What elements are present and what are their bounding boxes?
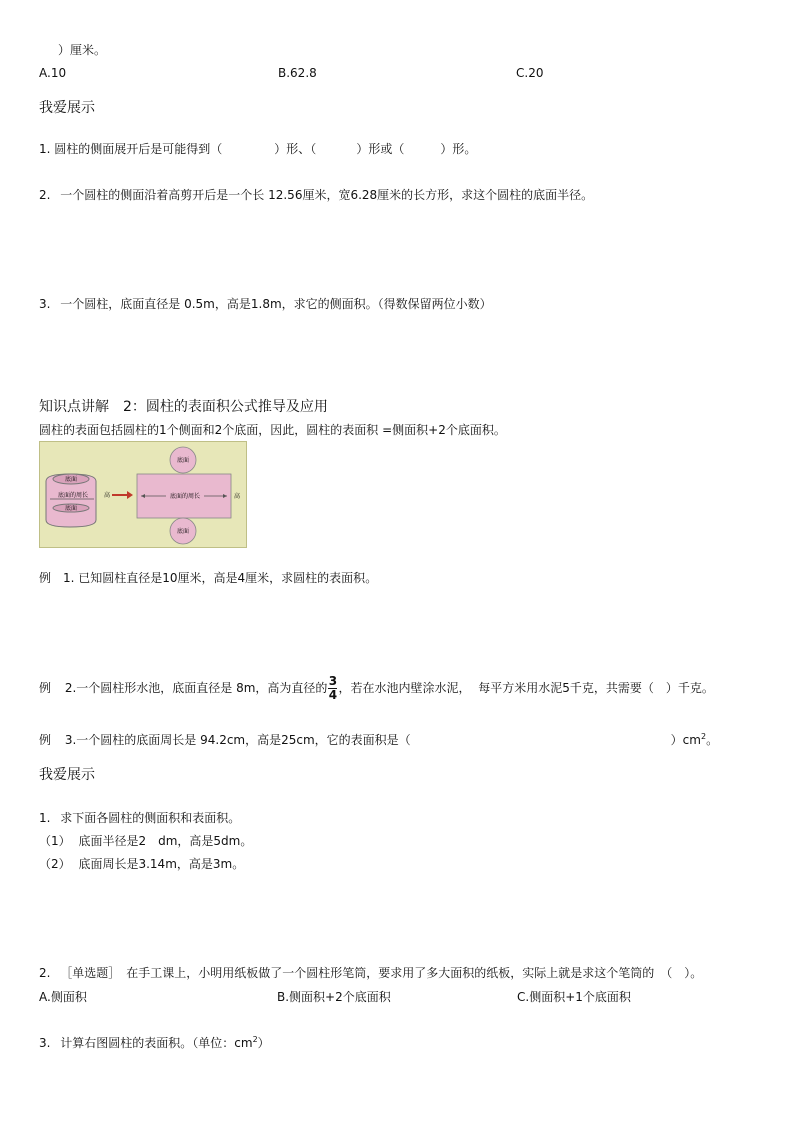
fraction-denominator: 4 [328,688,338,702]
superscript: 2 [700,732,707,741]
example-text: 2.一个圆柱形水池，底面直径是 8m，高为直径的 [64,681,328,695]
label-left-bottom: 底面 [64,505,78,512]
option-b-2: B.侧面积+2个底面积 [277,990,391,1004]
practice-question-3 [39,1034,270,1051]
cylinder-net-figure [39,441,247,548]
example-label: 例 [39,681,52,695]
sub-text: 底面周长是3.14m，高是3m。 [78,857,245,871]
practice-question-1 [39,809,240,826]
section-title-2: 我爱展示 [39,767,95,783]
arrow-head [127,491,133,499]
section-title: 我爱展示 [39,100,95,116]
example-text-end: ）cm [670,733,701,747]
knowledge-title: 知识点讲解 2：圆柱的表面积公式推导及应用 [39,399,328,415]
sub-text: 底面半径是2 dm，高是5dm。 [78,834,253,848]
example-label: 例 [39,733,52,747]
label-rect: 底面的周长 [169,493,201,500]
example-label: 例 1. [39,571,75,585]
question-text-mid1: ）形、（ [274,142,317,156]
example-3 [39,731,718,748]
question-2 [39,186,593,203]
question-number: 2. [39,966,51,980]
sub-label: （2） [39,857,71,871]
option-c-2: C.侧面积+1个底面积 [517,990,631,1004]
superscript: 2 [252,1035,258,1044]
label-left-mid: 底面的周长 [57,492,89,499]
label-bottom-circle: 底面 [176,528,190,535]
question-text: 一个圆柱，底面直径是 0.5m，高是1.8m，求它的侧面积。（得数保留两位小数） [60,297,492,311]
question-number: 1. [39,811,51,825]
option-a-2: A.侧面积 [39,990,87,1004]
example-text-tail: 。 [706,733,719,747]
example-2 [39,676,714,701]
question-text: 圆柱的侧面展开后是可能得到（ [54,142,223,156]
example-text-c: 每平方米用水泥5千克，共需要（ ）千克。 [478,681,714,695]
question-text-mid2: ）形或（ [356,142,405,156]
example-text: 已知圆柱直径是10厘米，高是4厘米，求圆柱的表面积。 [78,571,378,585]
label-left-top: 底面 [64,476,78,483]
question-text: 计算右图圆柱的表面积。（单位：cm [60,1036,253,1050]
practice-question-2 [39,964,702,981]
fraction-numerator: 3 [328,674,338,688]
sub-question-2 [39,855,244,872]
label-top-circle: 底面 [176,457,190,464]
label-height-right: 高 [234,493,241,500]
example-text: 3.一个圆柱的底面周长是 94.2cm，高是25cm，它的表面积是（ [64,733,411,747]
question-text: ［单选题］ 在手工课上，小明用纸板做了一个圆柱形笔筒，要求用了多大面积的纸板，实际上就是求这个笔筒的 （ ）。 [60,966,703,980]
question-text-end: ） [257,1036,270,1050]
question-text: 一个圆柱的侧面沿着高剪开后是一个长 12.56厘米，宽6.28厘米的长方形，求这个圆柱的底面半径。 [60,188,594,202]
sub-question-1 [39,832,252,849]
option-c: C.20 [516,66,544,80]
example-text-b: ，若在水池内壁涂水泥， [338,681,471,695]
fraction [328,676,337,701]
example-1 [39,569,377,586]
question-number: 3. [39,1036,51,1050]
option-a: A.10 [39,66,67,80]
question-3 [39,295,492,312]
question-number: 2. [39,188,51,202]
question-number: 3. [39,297,51,311]
label-height-left: 高 [104,492,111,499]
question-number: 1. [39,142,51,156]
question-1 [39,140,476,157]
sub-label: （1） [39,834,71,848]
question-text-end: ）形。 [440,142,477,156]
previous-question-ending: ）厘米。 [58,43,107,57]
option-b: B.62.8 [278,66,317,80]
question-text: 求下面各圆柱的侧面积和表面积。 [60,811,241,825]
cylinder-net-diagram [40,442,248,549]
knowledge-description: 圆柱的表面包括圆柱的1个侧面和2个底面，因此，圆柱的表面积 =侧面积+2个底面积。 [39,423,506,437]
